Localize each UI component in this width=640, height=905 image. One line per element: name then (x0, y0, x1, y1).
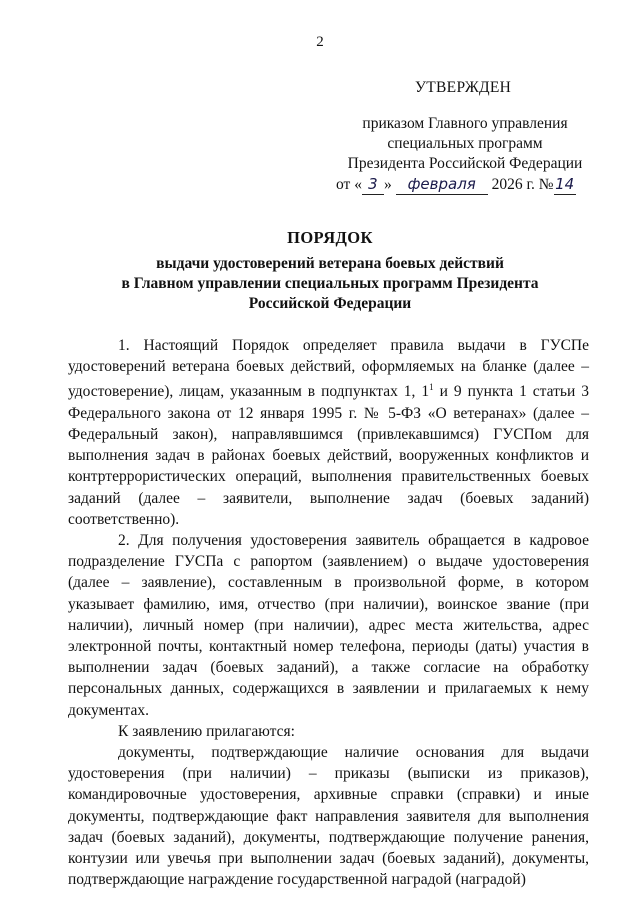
approval-line: специальных программ (387, 135, 543, 152)
approval-line: приказом Главного управления (362, 115, 568, 132)
year-text: 2026 г. № (491, 176, 554, 193)
paragraph-2: 2. Для получения удостоверения заявитель обращается в кадровое подразделение ГУСПа с рапортом (заявлением) о выдаче удостоверения (далее – заявление), составленным в произвольной форме, в котором указывает фамилию, имя, отчество (при наличии), воинское звание (при наличии), личный номер (при наличии), адрес места жительства, адрес электронной почты, контактный номер телефона, периоды (даты) участия в выполнении задач (боевых заданий), а также согласие на обработку персональных данных, содержащихся в заявлении и прилагаемых к нему документах. (68, 531, 589, 719)
document-body (68, 335, 589, 890)
title-sub-line: Российской Федерации (248, 295, 412, 312)
superscript: 1 (429, 382, 434, 393)
title-sub-line: выдачи удостоверений ветерана боевых действий (156, 255, 504, 272)
paragraph-3: К заявлению прилагаются: (118, 722, 295, 740)
paragraph-1: 1. Настоящий Порядок определяет правила выдачи в ГУСПе удостоверений ветерана боевых действий, оформляемых на бланке (далее – удостоверение), лицам, указанным в подпунктах 1, $1^1$ и 9 пункта 1 статьи 3 Федерального закона от 12 января 1995 г. № 5-ФЗ «О ветеранах» (далее – Федеральный закон), направлявшимся (привлекавшимся) ГУСПом для выполнения задач в районах боевых действий, вооруженных конфликтов и контртеррористических операций, выполнения правительственных боевых заданий (далее – заявители, выполнение задач (боевых заданий) соответственно). (68, 337, 589, 528)
date-mid: » (383, 176, 392, 193)
title-sub-line: в Главном управлении специальных программ Президента (121, 275, 539, 292)
title-sub (60, 254, 600, 314)
handwritten-number: 14 (555, 175, 575, 193)
document-title (60, 228, 600, 314)
page-number: 2 (316, 34, 324, 50)
handwritten-month: февраля (396, 174, 488, 195)
date-prefix: от « (336, 176, 362, 193)
approval-line: Президента Российской Федерации (347, 155, 583, 172)
paragraph-4: документы, подтверждающие наличие основания для выдачи удостоверения (при наличии) – приказы (выписки из приказов), командировочные удостоверения, архивные справки (справки) и иные документы, подтверждающие факт направления заявителя для выполнения задач (боевых заданий), документы, подтверждающие получение ранения, контузии или увечья при выполнении задач (боевых заданий), документы, подтверждающие награждение государственной наградой (наградой) (68, 744, 589, 889)
handwritten-day: 3 (362, 174, 384, 195)
title-main: ПОРЯДОК (287, 228, 373, 247)
approval-block (330, 78, 600, 195)
approval-heading: УТВЕРЖДЕН (415, 79, 512, 96)
approval-date-line (330, 174, 600, 195)
